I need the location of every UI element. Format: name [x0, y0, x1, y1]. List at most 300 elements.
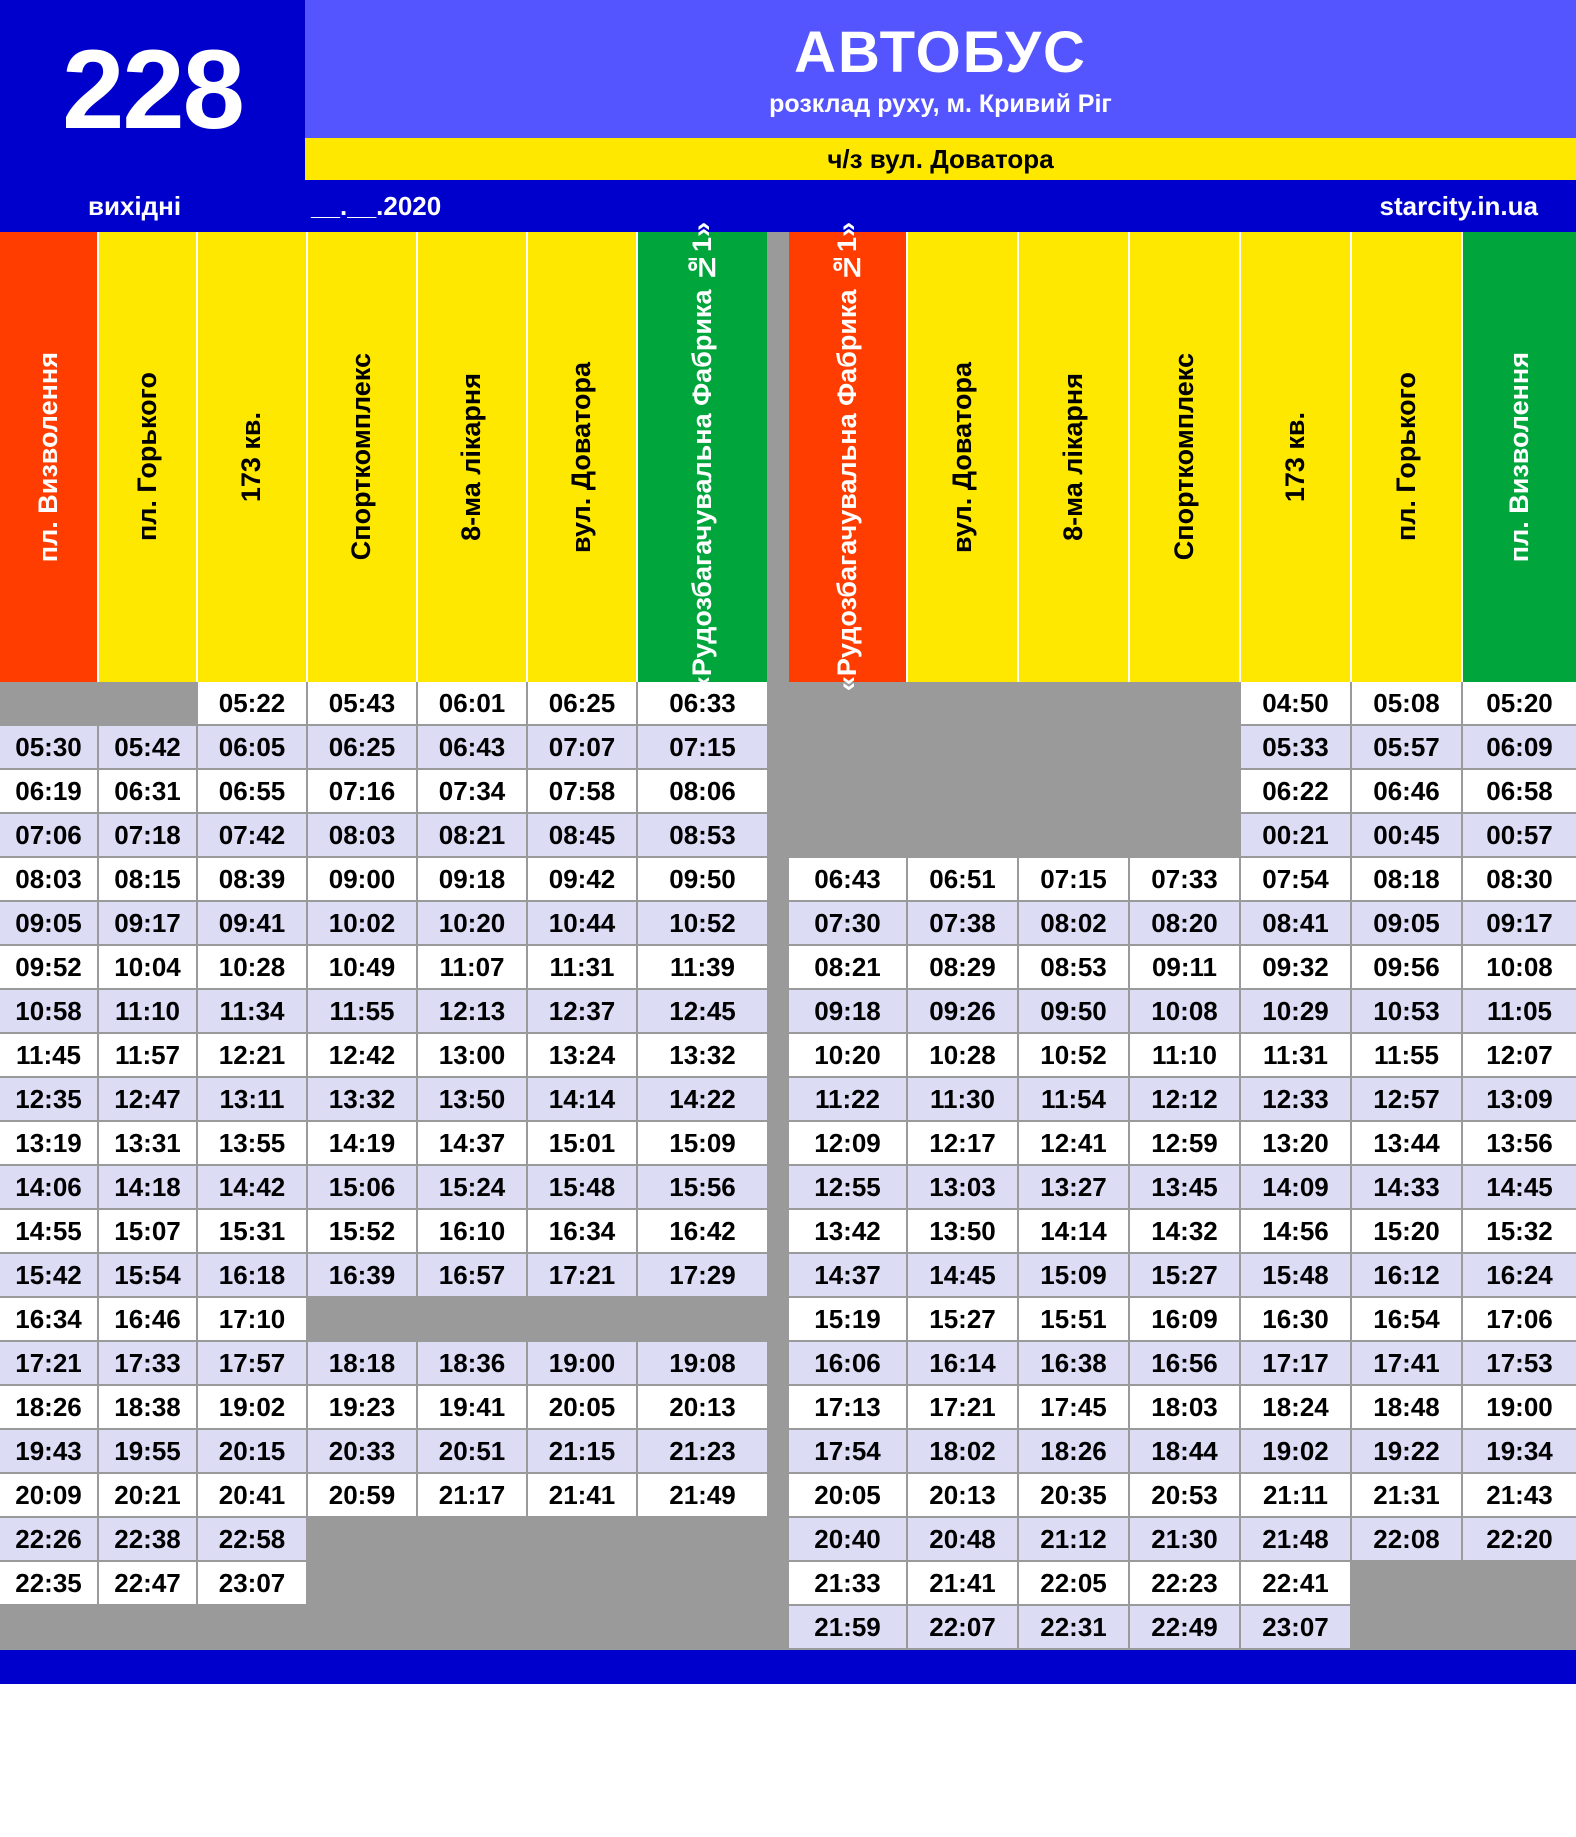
- departure-cell: 16:12: [1352, 1254, 1463, 1298]
- departure-cell: 09:50: [638, 858, 767, 902]
- departure-cell: 14:55: [0, 1210, 99, 1254]
- departure-cell: 11:54: [1019, 1078, 1130, 1122]
- departure-cell: 09:05: [1352, 902, 1463, 946]
- departure-cell: 15:32: [1463, 1210, 1576, 1254]
- departure-cell: 17:54: [789, 1430, 908, 1474]
- direction-forward-table: [0, 222, 767, 1650]
- departure-cell: 14:45: [908, 1254, 1019, 1298]
- departure-cell-empty: [418, 1606, 528, 1650]
- page-header: [0, 0, 1576, 180]
- departure-cell: 14:14: [528, 1078, 638, 1122]
- departure-cell: 13:32: [638, 1034, 767, 1078]
- stop-header-cell: [528, 232, 638, 682]
- route-number-badge: [0, 0, 305, 180]
- departure-cell: 20:41: [198, 1474, 308, 1518]
- valid-date-label: __.__.2020: [311, 190, 442, 221]
- departure-cell: 13:19: [0, 1122, 99, 1166]
- departure-cell: 06:51: [908, 858, 1019, 902]
- table-row: [789, 1122, 1576, 1166]
- table-row: [789, 1518, 1576, 1562]
- route-via-label: ч/з вул. Доватора: [827, 143, 1054, 174]
- departure-cell: 09:52: [0, 946, 99, 990]
- departure-cell-empty: [0, 1606, 99, 1650]
- departure-cell: 20:15: [198, 1430, 308, 1474]
- departure-cell: 12:57: [1352, 1078, 1463, 1122]
- table-row: [789, 1474, 1576, 1518]
- departure-cell: 07:07: [528, 726, 638, 770]
- departure-cell: 18:38: [99, 1386, 198, 1430]
- stop-header-cell: [1352, 232, 1463, 682]
- departure-cell: 09:50: [1019, 990, 1130, 1034]
- departure-cell-empty: [1352, 1606, 1463, 1650]
- departure-cell-empty: [1019, 770, 1130, 814]
- departure-cell: 10:49: [308, 946, 418, 990]
- table-row: [0, 770, 767, 814]
- departure-cell-empty: [528, 1518, 638, 1562]
- departure-cell-empty: [198, 1606, 308, 1650]
- departure-cell: 13:50: [908, 1210, 1019, 1254]
- stop-header-cell: [638, 222, 767, 692]
- departure-cell: 23:07: [1241, 1606, 1352, 1650]
- departure-cell: 08:06: [638, 770, 767, 814]
- table-row: [789, 1166, 1576, 1210]
- departure-cell: 23:07: [198, 1562, 308, 1606]
- departure-cell: 14:37: [789, 1254, 908, 1298]
- table-row: [789, 1254, 1576, 1298]
- table-row: [0, 726, 767, 770]
- table-row: [0, 1430, 767, 1474]
- departure-cell: 17:29: [638, 1254, 767, 1298]
- departure-cell: 22:49: [1130, 1606, 1241, 1650]
- departure-cell: 12:33: [1241, 1078, 1352, 1122]
- table-row: [0, 946, 767, 990]
- departure-cell: 20:51: [418, 1430, 528, 1474]
- website-label: starcity.in.ua: [1379, 190, 1538, 221]
- departure-cell: 17:13: [789, 1386, 908, 1430]
- departure-cell: 06:31: [99, 770, 198, 814]
- departure-cell-empty: [1019, 682, 1130, 726]
- departure-cell: 14:06: [0, 1166, 99, 1210]
- departure-cell: 05:33: [1241, 726, 1352, 770]
- departure-cell: 06:09: [1463, 726, 1576, 770]
- departure-cell: 14:32: [1130, 1210, 1241, 1254]
- departure-cell-empty: [1130, 814, 1241, 858]
- table-row: [0, 1518, 767, 1562]
- departure-cell: 10:08: [1130, 990, 1241, 1034]
- departure-cell: 16:42: [638, 1210, 767, 1254]
- table-row: [0, 682, 767, 726]
- departure-cell: 20:59: [308, 1474, 418, 1518]
- departure-cell: 08:53: [638, 814, 767, 858]
- departure-cell: 11:55: [1352, 1034, 1463, 1078]
- departure-cell: 12:37: [528, 990, 638, 1034]
- departure-cell: 11:57: [99, 1034, 198, 1078]
- departure-cell: 18:48: [1352, 1386, 1463, 1430]
- departure-cell-empty: [1463, 1606, 1576, 1650]
- stop-name: Спорткомплекс: [346, 353, 377, 561]
- departure-cell: 20:13: [638, 1386, 767, 1430]
- departure-cell-empty: [308, 1518, 418, 1562]
- departure-cell: 14:18: [99, 1166, 198, 1210]
- departure-cell-empty: [308, 1298, 418, 1342]
- departure-cell: 16:57: [418, 1254, 528, 1298]
- departure-cell: 17:33: [99, 1342, 198, 1386]
- departure-cell: 16:39: [308, 1254, 418, 1298]
- departure-cell: 17:53: [1463, 1342, 1576, 1386]
- departure-cell: 14:37: [418, 1122, 528, 1166]
- departure-cell: 09:32: [1241, 946, 1352, 990]
- table-row: [0, 1034, 767, 1078]
- departure-cell: 10:58: [0, 990, 99, 1034]
- stop-name: пл. Горького: [1390, 372, 1421, 542]
- departure-cell: 19:34: [1463, 1430, 1576, 1474]
- departure-cell: 15:56: [638, 1166, 767, 1210]
- departure-cell-empty: [528, 1606, 638, 1650]
- table-row: [789, 946, 1576, 990]
- departure-cell: 08:45: [528, 814, 638, 858]
- departure-cell: 13:03: [908, 1166, 1019, 1210]
- departure-cell: 16:56: [1130, 1342, 1241, 1386]
- departure-cell: 15:19: [789, 1298, 908, 1342]
- departure-cell: 09:00: [308, 858, 418, 902]
- departure-cell: 21:41: [908, 1562, 1019, 1606]
- departure-cell-empty: [418, 1518, 528, 1562]
- departure-cell: 12:09: [789, 1122, 908, 1166]
- departure-cell: 06:01: [418, 682, 528, 726]
- departure-cell: 09:42: [528, 858, 638, 902]
- departure-cell: 08:18: [1352, 858, 1463, 902]
- departure-cell-empty: [1019, 726, 1130, 770]
- departure-cell: 17:57: [198, 1342, 308, 1386]
- stop-name: вул. Доватора: [566, 361, 597, 553]
- departure-cell: 22:20: [1463, 1518, 1576, 1562]
- departure-cell-empty: [908, 770, 1019, 814]
- departure-cell: 07:58: [528, 770, 638, 814]
- departure-cell: 15:06: [308, 1166, 418, 1210]
- stop-header-cell: [418, 232, 528, 682]
- departure-cell: 00:45: [1352, 814, 1463, 858]
- departure-cell: 18:26: [0, 1386, 99, 1430]
- departure-cell: 22:05: [1019, 1562, 1130, 1606]
- table-row: [789, 770, 1576, 814]
- departure-cell: 21:31: [1352, 1474, 1463, 1518]
- departure-cell: 11:10: [1130, 1034, 1241, 1078]
- stop-header-cell: [1463, 232, 1576, 682]
- departure-cell: 08:03: [0, 858, 99, 902]
- departure-cell: 06:55: [198, 770, 308, 814]
- departure-cell: 22:35: [0, 1562, 99, 1606]
- departure-cell: 16:10: [418, 1210, 528, 1254]
- stop-header-cell: [1019, 232, 1130, 682]
- stop-name: «Рудозбагачувальна Фабрика №1»: [831, 222, 862, 692]
- direction-reverse-table: [789, 222, 1576, 1650]
- departure-cell: 17:17: [1241, 1342, 1352, 1386]
- departure-cell: 00:21: [1241, 814, 1352, 858]
- departure-cell: 06:46: [1352, 770, 1463, 814]
- header-main: [305, 0, 1576, 138]
- stop-header-row: [0, 222, 767, 692]
- departure-cell: 21:12: [1019, 1518, 1130, 1562]
- departure-cell: 11:34: [198, 990, 308, 1034]
- departure-cell: 15:51: [1019, 1298, 1130, 1342]
- table-row: [0, 1122, 767, 1166]
- departure-cell: 09:05: [0, 902, 99, 946]
- departure-cell-empty: [99, 1606, 198, 1650]
- departure-cell: 20:53: [1130, 1474, 1241, 1518]
- departure-cell: 12:41: [1019, 1122, 1130, 1166]
- departure-cell-empty: [638, 1562, 767, 1606]
- departure-cell: 18:44: [1130, 1430, 1241, 1474]
- departure-cell-empty: [638, 1518, 767, 1562]
- departure-cell: 07:42: [198, 814, 308, 858]
- departure-cell-empty: [308, 1562, 418, 1606]
- departure-cell: 15:27: [908, 1298, 1019, 1342]
- departure-cell: 20:48: [908, 1518, 1019, 1562]
- departure-cell: 22:38: [99, 1518, 198, 1562]
- departure-cell: 18:36: [418, 1342, 528, 1386]
- departure-cell: 12:21: [198, 1034, 308, 1078]
- departure-cell: 13:42: [789, 1210, 908, 1254]
- departure-cell: 12:59: [1130, 1122, 1241, 1166]
- table-row: [789, 1210, 1576, 1254]
- stop-name: пл. Визволення: [32, 351, 63, 563]
- departure-cell: 15:20: [1352, 1210, 1463, 1254]
- departure-cell: 13:20: [1241, 1122, 1352, 1166]
- departure-cell: 10:04: [99, 946, 198, 990]
- departure-cell: 17:21: [528, 1254, 638, 1298]
- departure-cell: 14:19: [308, 1122, 418, 1166]
- departure-cell: 11:31: [528, 946, 638, 990]
- departure-cell: 21:30: [1130, 1518, 1241, 1562]
- departure-cell: 15:09: [1019, 1254, 1130, 1298]
- departure-cell: 08:30: [1463, 858, 1576, 902]
- departure-cell: 13:00: [418, 1034, 528, 1078]
- departure-cell: 07:34: [418, 770, 528, 814]
- departure-cell: 21:59: [789, 1606, 908, 1650]
- route-via-banner: [305, 138, 1576, 180]
- departure-cell: 21:49: [638, 1474, 767, 1518]
- departure-cell: 14:33: [1352, 1166, 1463, 1210]
- departure-cell: 11:05: [1463, 990, 1576, 1034]
- departure-cell: 09:17: [99, 902, 198, 946]
- departure-cell: 16:06: [789, 1342, 908, 1386]
- departure-cell: 14:56: [1241, 1210, 1352, 1254]
- table-row: [789, 1298, 1576, 1342]
- departure-cell: 11:30: [908, 1078, 1019, 1122]
- table-row: [0, 1474, 767, 1518]
- departure-cell: 08:15: [99, 858, 198, 902]
- departure-cell: 07:15: [638, 726, 767, 770]
- stop-header-row: [789, 222, 1576, 692]
- day-type-label: вихідні: [88, 190, 182, 221]
- departure-cell-empty: [1130, 770, 1241, 814]
- stop-header-cell: [99, 232, 198, 682]
- table-row: [0, 990, 767, 1034]
- departure-cell: 19:00: [528, 1342, 638, 1386]
- departure-cell: 10:20: [418, 902, 528, 946]
- departure-cell: 19:00: [1463, 1386, 1576, 1430]
- departure-cell: 05:42: [99, 726, 198, 770]
- departure-cell-empty: [789, 770, 908, 814]
- departure-cell: 20:21: [99, 1474, 198, 1518]
- table-row: [789, 1562, 1576, 1606]
- table-row: [789, 1034, 1576, 1078]
- departure-cell: 16:14: [908, 1342, 1019, 1386]
- departure-cell: 05:22: [198, 682, 308, 726]
- stop-header-cell: [1130, 232, 1241, 682]
- departure-cell: 06:33: [638, 682, 767, 726]
- departure-cell-empty: [1130, 726, 1241, 770]
- departure-cell: 21:41: [528, 1474, 638, 1518]
- stop-name: Спорткомплекс: [1168, 353, 1199, 561]
- column-separator: [767, 232, 789, 1650]
- table-row: [0, 1342, 767, 1386]
- departure-cell: 11:07: [418, 946, 528, 990]
- departure-cell: 13:55: [198, 1122, 308, 1166]
- table-row: [0, 1386, 767, 1430]
- departure-cell: 13:32: [308, 1078, 418, 1122]
- departure-cell: 11:39: [638, 946, 767, 990]
- departure-cell: 08:21: [789, 946, 908, 990]
- stop-name: 173 кв.: [236, 411, 267, 503]
- departure-cell: 16:46: [99, 1298, 198, 1342]
- departure-cell: 09:18: [789, 990, 908, 1034]
- page-footer: [0, 1650, 1576, 1684]
- table-row: [789, 1386, 1576, 1430]
- departure-cell: 12:17: [908, 1122, 1019, 1166]
- departure-cell: 19:08: [638, 1342, 767, 1386]
- departure-cell: 05:43: [308, 682, 418, 726]
- departure-cell-empty: [1130, 682, 1241, 726]
- departure-cell: 14:14: [1019, 1210, 1130, 1254]
- departure-cell: 20:05: [789, 1474, 908, 1518]
- departure-cell: 21:43: [1463, 1474, 1576, 1518]
- departure-cell: 08:39: [198, 858, 308, 902]
- departure-cell: 06:25: [528, 682, 638, 726]
- departure-cell: 12:42: [308, 1034, 418, 1078]
- departure-cell: 21:15: [528, 1430, 638, 1474]
- departure-cell: 07:30: [789, 902, 908, 946]
- table-row: [0, 1562, 767, 1606]
- departure-cell: 09:56: [1352, 946, 1463, 990]
- departure-cell: 12:13: [418, 990, 528, 1034]
- stop-header-cell: [908, 232, 1019, 682]
- table-row: [789, 814, 1576, 858]
- timetable-board: [0, 222, 1576, 1650]
- departure-cell: 20:33: [308, 1430, 418, 1474]
- departure-cell: 14:09: [1241, 1166, 1352, 1210]
- departure-cell: 13:11: [198, 1078, 308, 1122]
- departure-cell: 19:23: [308, 1386, 418, 1430]
- departure-cell: 10:28: [198, 946, 308, 990]
- departure-cell: 06:19: [0, 770, 99, 814]
- departure-cell: 15:07: [99, 1210, 198, 1254]
- departure-cell: 05:57: [1352, 726, 1463, 770]
- departure-cell: 19:02: [1241, 1430, 1352, 1474]
- departure-cell-empty: [908, 814, 1019, 858]
- stop-name: «Рудозбагачувальна Фабрика №1»: [686, 222, 717, 692]
- departure-cell: 22:31: [1019, 1606, 1130, 1650]
- departure-cell: 12:47: [99, 1078, 198, 1122]
- departure-cell: 22:41: [1241, 1562, 1352, 1606]
- departure-cell: 18:26: [1019, 1430, 1130, 1474]
- route-number: 228: [62, 27, 243, 152]
- table-row: [789, 990, 1576, 1034]
- departure-cell: 19:41: [418, 1386, 528, 1430]
- table-row: [0, 902, 767, 946]
- departure-cell: 13:31: [99, 1122, 198, 1166]
- departure-cell: 22:23: [1130, 1562, 1241, 1606]
- departure-cell: 09:18: [418, 858, 528, 902]
- stop-name: пл. Визволення: [1503, 351, 1534, 563]
- departure-cell: 12:45: [638, 990, 767, 1034]
- departure-cell: 16:38: [1019, 1342, 1130, 1386]
- departure-cell: 09:17: [1463, 902, 1576, 946]
- departure-cell: 17:45: [1019, 1386, 1130, 1430]
- departure-cell: 20:05: [528, 1386, 638, 1430]
- table-row: [789, 858, 1576, 902]
- departure-cell: 09:11: [1130, 946, 1241, 990]
- table-row: [789, 1342, 1576, 1386]
- stop-header-cell: [0, 232, 99, 682]
- departure-cell: 21:11: [1241, 1474, 1352, 1518]
- departure-cell: 18:18: [308, 1342, 418, 1386]
- departure-cell: 16:09: [1130, 1298, 1241, 1342]
- departure-cell: 17:21: [908, 1386, 1019, 1430]
- departure-cell: 08:53: [1019, 946, 1130, 990]
- departure-cell: 08:29: [908, 946, 1019, 990]
- departure-cell: 16:24: [1463, 1254, 1576, 1298]
- departure-cell: 14:45: [1463, 1166, 1576, 1210]
- departure-cell: 15:01: [528, 1122, 638, 1166]
- departure-cell: 08:20: [1130, 902, 1241, 946]
- table-row: [0, 1210, 767, 1254]
- departure-cell: 09:41: [198, 902, 308, 946]
- departure-cell: 11:10: [99, 990, 198, 1034]
- departure-cell: 08:03: [308, 814, 418, 858]
- stop-name: 8-ма лікарня: [456, 373, 487, 541]
- departure-cell: 12:12: [1130, 1078, 1241, 1122]
- departure-cell: 06:58: [1463, 770, 1576, 814]
- departure-cell: 14:42: [198, 1166, 308, 1210]
- departure-cell: 15:31: [198, 1210, 308, 1254]
- departure-cell: 13:45: [1130, 1166, 1241, 1210]
- departure-cell: 20:40: [789, 1518, 908, 1562]
- departure-cell: 13:24: [528, 1034, 638, 1078]
- departure-cell: 15:48: [528, 1166, 638, 1210]
- departure-cell: 10:28: [908, 1034, 1019, 1078]
- departure-cell: 10:02: [308, 902, 418, 946]
- departure-cell: 08:41: [1241, 902, 1352, 946]
- departure-cell: 15:48: [1241, 1254, 1352, 1298]
- departure-cell-empty: [789, 814, 908, 858]
- departure-cell: 21:23: [638, 1430, 767, 1474]
- departure-cell-empty: [908, 726, 1019, 770]
- departure-cell: 18:03: [1130, 1386, 1241, 1430]
- page-title: АВТОБУС: [794, 20, 1087, 86]
- departure-cell: 13:27: [1019, 1166, 1130, 1210]
- departure-cell: 15:09: [638, 1122, 767, 1166]
- departure-cell: 13:09: [1463, 1078, 1576, 1122]
- departure-cell: 16:54: [1352, 1298, 1463, 1342]
- departure-cell: 15:27: [1130, 1254, 1241, 1298]
- departure-cell-empty: [0, 682, 99, 726]
- departure-cell: 17:06: [1463, 1298, 1576, 1342]
- departure-cell: 21:48: [1241, 1518, 1352, 1562]
- departure-cell: 19:43: [0, 1430, 99, 1474]
- departure-cell: 04:50: [1241, 682, 1352, 726]
- departure-cell: 15:52: [308, 1210, 418, 1254]
